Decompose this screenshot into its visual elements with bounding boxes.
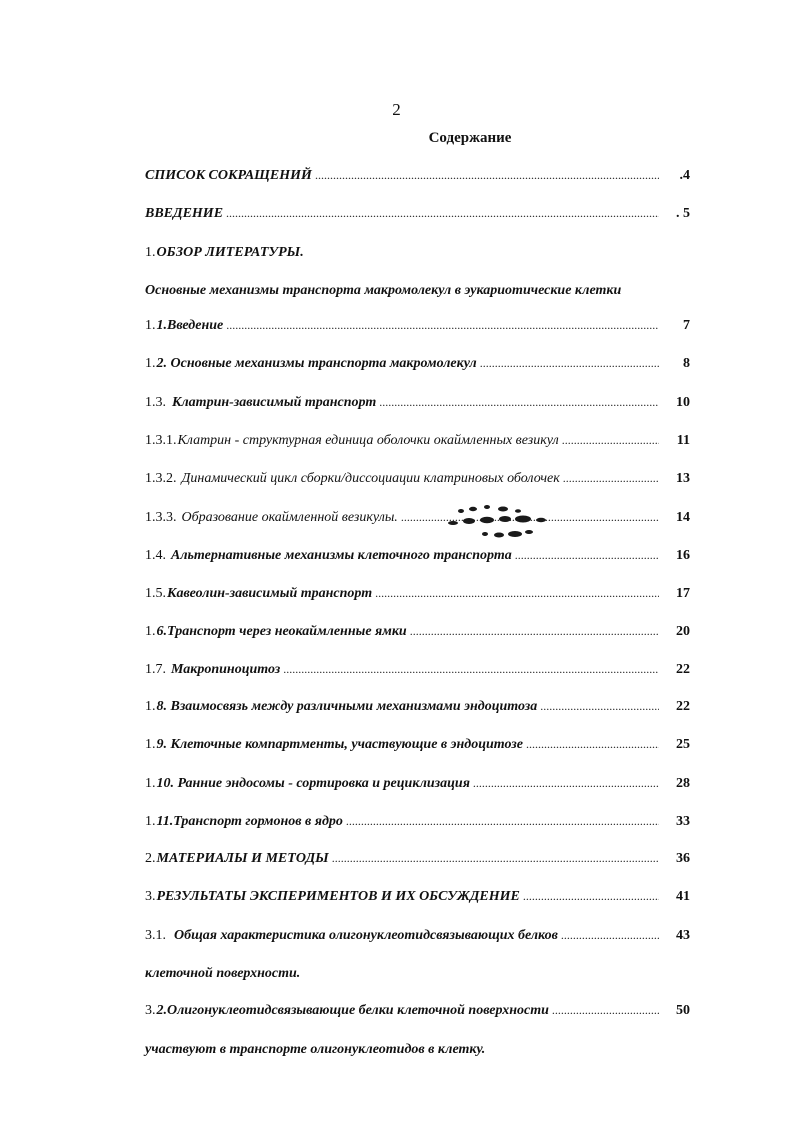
toc-entry-1-8 bbox=[145, 699, 690, 721]
toc-entry-page: 17 bbox=[676, 586, 690, 601]
toc-entry-introduction bbox=[145, 206, 690, 228]
leader-dots bbox=[523, 889, 659, 904]
toc-entry-title: Альтернативные механизмы клеточного транспорта bbox=[171, 548, 512, 563]
leader-dots bbox=[410, 624, 659, 639]
toc-entry-title: РЕЗУЛЬТАТЫ ЭКСПЕРИМЕНТОВ И ИХ ОБСУЖДЕНИЕ bbox=[156, 889, 520, 904]
toc-entry-title: Клатрин - структурная единица оболочки окаймленных везикул bbox=[177, 433, 559, 448]
toc-entry-1-11 bbox=[145, 814, 690, 836]
toc-entry-page: 25 bbox=[676, 737, 690, 752]
toc-entry-title: Макропиноцитоз bbox=[171, 662, 281, 677]
toc-entry-number: 2. bbox=[145, 851, 156, 866]
toc-entry-number: 3.1. bbox=[145, 928, 166, 943]
toc-entry-continuation: клеточной поверхности. bbox=[145, 966, 301, 981]
toc-entry-title: 2.Олигонуклеотидсвязывающие белки клеточной поверхности bbox=[156, 1003, 549, 1018]
toc-entry-number: 1.4. bbox=[145, 548, 166, 563]
leader-dots bbox=[375, 586, 659, 601]
leader-dots bbox=[561, 928, 659, 943]
leader-dots bbox=[526, 737, 659, 752]
toc-entry-title: 2. Основные механизмы транспорта макромолекул bbox=[156, 356, 477, 371]
toc-entry-title: 9. Клеточные компартменты, участвующие в эндоцитозе bbox=[156, 737, 523, 752]
toc-entry-page: .4 bbox=[679, 168, 690, 183]
toc-entry-title: 1.Введение bbox=[156, 318, 224, 333]
leader-dots bbox=[315, 168, 659, 183]
toc-entry-3-1 bbox=[145, 928, 690, 950]
toc-entry-page: 13 bbox=[676, 471, 690, 486]
toc-entry-page: 8 bbox=[683, 356, 690, 371]
toc-entry-number: 1. bbox=[145, 814, 156, 829]
toc-entry-abbreviations bbox=[145, 168, 690, 190]
toc-entry-number: 1. bbox=[145, 318, 156, 333]
toc-entry-page: 36 bbox=[676, 851, 690, 866]
toc-entry-title: СПИСОК СОКРАЩЕНИЙ bbox=[145, 168, 312, 183]
toc-entry-subtitle: Основные механизмы транспорта макромолекул в эукариотические клетки bbox=[145, 283, 622, 298]
toc-entry-1-3-3 bbox=[145, 510, 690, 532]
toc-entry-title: Клатрин-зависимый транспорт bbox=[172, 395, 377, 410]
toc-entry-number: 1. bbox=[145, 737, 156, 752]
toc-entry-1-4 bbox=[145, 548, 690, 570]
leader-dots bbox=[515, 548, 659, 563]
toc-entry-page: 10 bbox=[676, 395, 690, 410]
leader-dots bbox=[379, 395, 659, 410]
toc-entry-1-6 bbox=[145, 624, 690, 646]
toc-entry-title: Образование окаймленной везикулы. bbox=[181, 510, 398, 525]
toc-entry-page: 14 bbox=[676, 510, 690, 525]
toc-entry-number: 1.3.2. bbox=[145, 471, 177, 486]
toc-entry-page: 11 bbox=[676, 433, 690, 448]
toc-entry-page: 50 bbox=[676, 1003, 690, 1018]
toc-heading: Содержание bbox=[428, 130, 512, 146]
toc-entry-page: 20 bbox=[676, 624, 690, 639]
toc-entry-materials-methods bbox=[145, 851, 690, 873]
toc-entry-1-3 bbox=[145, 395, 690, 417]
toc-entry-number: 1.3.3. bbox=[145, 510, 177, 525]
toc-entry-3-2 bbox=[145, 1003, 690, 1025]
toc-entry-1-5 bbox=[145, 586, 690, 608]
toc-entry-title: 8. Взаимосвязь между различными механизмами эндоцитоза bbox=[156, 699, 538, 714]
toc-entry-title: ВВЕДЕНИЕ bbox=[145, 206, 224, 221]
toc-entry-page: 28 bbox=[676, 776, 690, 791]
toc-entry-literature-review bbox=[145, 245, 690, 267]
toc-entry-number: 1.3.1. bbox=[145, 433, 177, 448]
toc-entry-page: . 5 bbox=[676, 206, 690, 221]
leader-dots bbox=[283, 662, 659, 677]
toc-entry-page: 43 bbox=[676, 928, 690, 943]
toc-entry-1-10 bbox=[145, 776, 690, 798]
toc-entry-number: 1. bbox=[145, 776, 156, 791]
toc-entry-number: 1. bbox=[145, 699, 156, 714]
toc-entry-title: МАТЕРИАЛЫ И МЕТОДЫ bbox=[156, 851, 329, 866]
toc-entry-1-1 bbox=[145, 318, 690, 340]
toc-entry-1-2 bbox=[145, 356, 690, 378]
leader-dots bbox=[226, 206, 659, 221]
toc-entry-number: 3. bbox=[145, 889, 156, 904]
toc-entry-number: 1. bbox=[145, 245, 156, 260]
toc-entry-page: 33 bbox=[676, 814, 690, 829]
leader-dots bbox=[562, 433, 659, 448]
toc-entry-number: 1.7. bbox=[145, 662, 166, 677]
toc-entry-number: 1. bbox=[145, 356, 156, 371]
leader-dots bbox=[552, 1003, 659, 1018]
toc-entry-page: 22 bbox=[676, 662, 690, 677]
toc-entry-1-9 bbox=[145, 737, 690, 759]
toc-entry-title: Кавеолин-зависимый транспорт bbox=[167, 586, 373, 601]
toc-entry-1-3-2 bbox=[145, 471, 690, 493]
toc-entry-continuation: участвуют в транспорте олигонуклеотидов в клетку. bbox=[145, 1042, 486, 1057]
toc-entry-page: 7 bbox=[683, 318, 690, 333]
toc-entry-page: 16 bbox=[676, 548, 690, 563]
toc-entry-title: 11.Транспорт гормонов в ядро bbox=[156, 814, 343, 829]
leader-dots bbox=[226, 318, 659, 333]
toc-entry-1-7 bbox=[145, 662, 690, 684]
toc-entry-number: 1.5. bbox=[145, 586, 166, 601]
toc-entry-number: 1. bbox=[145, 624, 156, 639]
toc-entry-number: 3. bbox=[145, 1003, 156, 1018]
toc-entry-page: 22 bbox=[676, 699, 690, 714]
leader-dots bbox=[332, 851, 659, 866]
toc-entry-results bbox=[145, 889, 690, 911]
toc-entry-title: ОБЗОР ЛИТЕРАТУРЫ. bbox=[156, 245, 304, 260]
leader-dots bbox=[540, 699, 659, 714]
toc-entry-title: Общая характеристика олигонуклеотидсвязывающих белков bbox=[174, 928, 558, 943]
toc-entry-title: 6.Транспорт через неокаймленные ямки bbox=[156, 624, 407, 639]
toc-entry-page: 41 bbox=[676, 889, 690, 904]
toc-entry-title: 10. Ранние эндосомы - сортировка и рециклизация bbox=[156, 776, 470, 791]
page-number: 2 bbox=[392, 100, 401, 119]
leader-dots bbox=[346, 814, 659, 829]
leader-dots bbox=[480, 356, 659, 371]
ink-smudge bbox=[445, 503, 565, 541]
toc-entry-1-3-1 bbox=[145, 433, 690, 455]
leader-dots bbox=[473, 776, 659, 791]
leader-dots bbox=[563, 471, 659, 486]
toc-entry-title: Динамический цикл сборки/диссоциации клатриновых оболочек bbox=[181, 471, 560, 486]
toc-entry-number: 1.3. bbox=[145, 395, 166, 410]
